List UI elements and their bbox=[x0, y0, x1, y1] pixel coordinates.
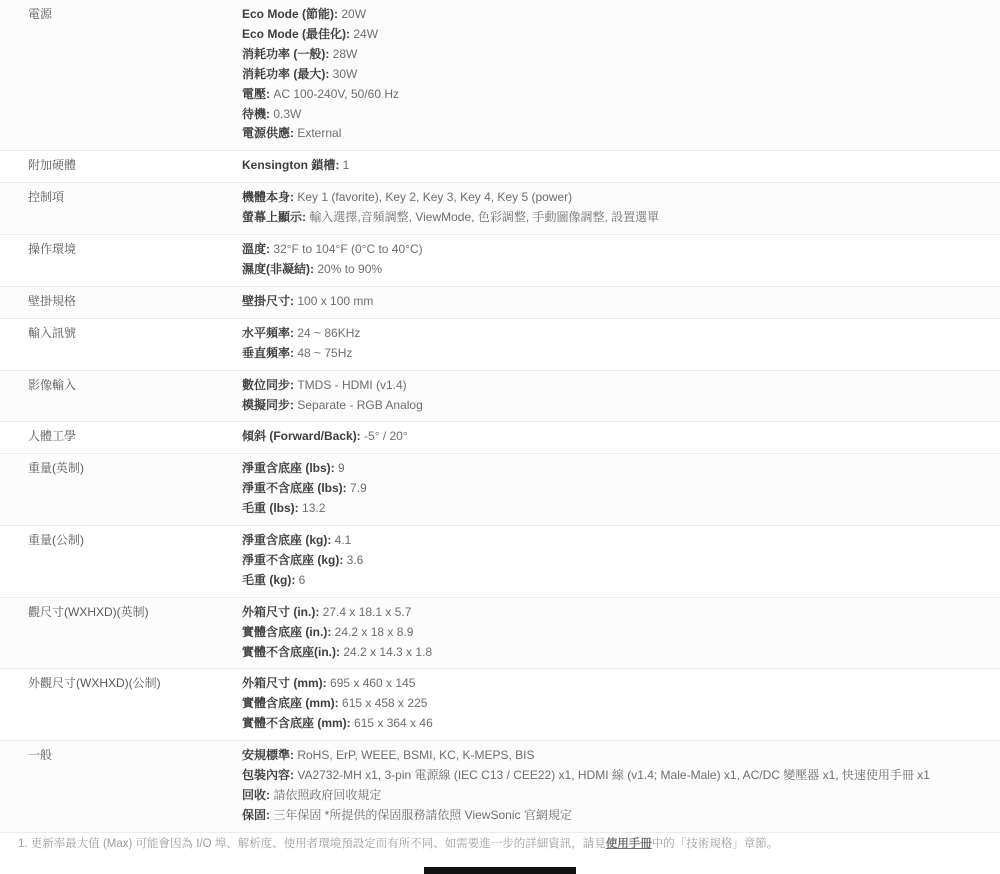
spec-row bbox=[0, 151, 1000, 183]
spec-value: 695 x 460 x 145 bbox=[330, 676, 416, 691]
spec-row bbox=[0, 598, 1000, 670]
spec-line bbox=[242, 124, 990, 144]
spec-value: 24W bbox=[353, 26, 379, 41]
spec-row-label: 控制項 bbox=[28, 190, 65, 205]
spec-row-label: 附加硬體 bbox=[28, 158, 77, 173]
spec-value: 30W bbox=[332, 66, 358, 81]
spec-line bbox=[242, 427, 990, 447]
spec-line bbox=[242, 5, 990, 25]
spec-line bbox=[242, 45, 990, 65]
spec-value: 20W bbox=[341, 7, 367, 21]
spec-line bbox=[242, 531, 990, 551]
spec-line bbox=[242, 479, 990, 499]
spec-key: 外箱尺寸 (mm): bbox=[242, 676, 327, 691]
spec-key: 垂直頻率: bbox=[242, 345, 294, 360]
spec-line bbox=[242, 551, 990, 571]
spec-key: 實體含底座 (mm): bbox=[242, 696, 339, 711]
spec-line bbox=[242, 344, 990, 364]
footnote-text-before: 1. 更新率最大值 (Max) 可能會因為 I/O 埠、解析度、使用者環境預設定而有所不同、如需要進一步的詳細資訊，請見 bbox=[18, 838, 606, 850]
spec-row bbox=[0, 526, 1000, 598]
spec-line bbox=[242, 571, 990, 591]
spec-line bbox=[242, 85, 990, 105]
footnote-text-after: 中的「技術規格」章節。 bbox=[651, 838, 779, 850]
spec-line bbox=[242, 459, 990, 479]
spec-row-label: 外觀尺寸(WXHXD)(公制) bbox=[28, 676, 161, 691]
spec-row-values bbox=[242, 746, 1000, 826]
spec-row-label: 觀尺寸(WXHXD)(英制) bbox=[28, 604, 149, 619]
spec-value: 7.9 bbox=[350, 481, 367, 496]
spec-row-values bbox=[242, 324, 1000, 364]
spec-value: 32°F to 104°F (0°C to 40°C) bbox=[273, 242, 423, 257]
spec-line bbox=[242, 806, 990, 826]
spec-line bbox=[242, 105, 990, 125]
spec-value: 615 x 458 x 225 bbox=[342, 696, 428, 711]
spec-value: 615 x 364 x 46 bbox=[354, 716, 433, 731]
spec-value: External bbox=[297, 126, 342, 141]
spec-value: 4.1 bbox=[334, 533, 352, 548]
bottom-cutoff-button[interactable] bbox=[424, 867, 576, 874]
spec-value: 48 ~ 75Hz bbox=[297, 345, 353, 360]
spec-row bbox=[0, 235, 1000, 287]
spec-value: 20% to 90% bbox=[317, 261, 383, 276]
spec-key: 包裝內容: bbox=[242, 768, 294, 783]
spec-key: 淨重不含底座 (lbs): bbox=[242, 481, 347, 496]
spec-row bbox=[0, 454, 1000, 526]
spec-key: 保固: bbox=[242, 807, 270, 822]
spec-row-label: 一般 bbox=[28, 748, 53, 763]
spec-row-values bbox=[242, 156, 1000, 176]
spec-row bbox=[0, 422, 1000, 454]
spec-value: 13.2 bbox=[302, 501, 326, 516]
spec-key: 壁掛尺寸: bbox=[242, 293, 294, 308]
spec-key: 淨重不含底座 (kg): bbox=[242, 552, 344, 567]
spec-value: 100 x 100 mm bbox=[297, 293, 374, 308]
user-manual-link[interactable]: 使用手冊 bbox=[605, 838, 652, 850]
spec-line bbox=[242, 396, 990, 416]
spec-key: 電源供應: bbox=[242, 126, 294, 141]
spec-value: 9 bbox=[338, 461, 345, 476]
spec-row-label: 重量(英制) bbox=[28, 461, 84, 476]
spec-line bbox=[242, 376, 990, 396]
spec-row-label: 操作環境 bbox=[28, 242, 77, 257]
spec-line bbox=[242, 260, 990, 280]
spec-value: 1 bbox=[342, 158, 350, 173]
spec-key: 毛重 (lbs): bbox=[242, 501, 299, 516]
spec-key: Eco Mode (節能): bbox=[242, 7, 338, 21]
spec-row-values bbox=[242, 459, 1000, 519]
spec-line bbox=[242, 643, 990, 663]
spec-row-values bbox=[242, 603, 1000, 663]
spec-line bbox=[242, 786, 990, 806]
spec-value: 28W bbox=[332, 46, 358, 61]
spec-key: 消耗功率 (一般): bbox=[242, 46, 330, 61]
spec-value: 0.3W bbox=[273, 106, 302, 121]
spec-value: VA2732-MH x1, 3-pin 電源線 (IEC C13 / CEE22) x1, HDMI 線 (v1.4; Male-Male) x1, AC/DC 變壓器 x1, 快速使用手冊 x1 bbox=[297, 768, 930, 783]
spec-value: 3.6 bbox=[346, 552, 364, 567]
spec-value: 24.2 x 18 x 8.9 bbox=[334, 624, 414, 639]
spec-row-label: 人體工學 bbox=[28, 429, 77, 444]
spec-line bbox=[242, 694, 990, 714]
spec-row-label: 重量(公制) bbox=[28, 533, 84, 548]
spec-key: 實體不含底座 (mm): bbox=[242, 716, 351, 731]
spec-key: 外箱尺寸 (in.): bbox=[242, 604, 320, 619]
spec-row-values bbox=[242, 427, 1000, 447]
spec-key: 待機: bbox=[242, 106, 270, 121]
spec-row-values bbox=[242, 188, 1000, 228]
spec-key: 毛重 (kg): bbox=[242, 572, 296, 587]
spec-key: 模擬同步: bbox=[242, 397, 294, 412]
spec-key: 螢幕上顯示: bbox=[242, 210, 306, 225]
spec-line bbox=[242, 603, 990, 623]
spec-key: 安規標準: bbox=[242, 748, 294, 763]
spec-key: 濕度(非凝結): bbox=[242, 261, 314, 276]
spec-row bbox=[0, 287, 1000, 319]
spec-line bbox=[242, 746, 990, 766]
spec-line bbox=[242, 292, 990, 312]
spec-line bbox=[242, 766, 990, 786]
spec-value: 三年保固 *所提供的保固服務請依照 ViewSonic 官網規定 bbox=[273, 807, 572, 822]
spec-row bbox=[0, 183, 1000, 235]
spec-line bbox=[242, 240, 990, 260]
footnote bbox=[18, 836, 978, 852]
spec-row bbox=[0, 741, 1000, 833]
spec-line bbox=[242, 65, 990, 85]
spec-key: 機體本身: bbox=[242, 190, 294, 205]
spec-value: 輸入選擇,音頻調整, ViewMode, 色彩調整, 手動圖像調整, 設置選單 bbox=[309, 210, 660, 225]
spec-key: 電壓: bbox=[242, 86, 270, 101]
spec-row bbox=[0, 0, 1000, 151]
spec-key: 實體含底座 (in.): bbox=[242, 624, 332, 639]
spec-line bbox=[242, 208, 990, 228]
spec-value: AC 100-240V, 50/60 Hz bbox=[273, 86, 399, 101]
spec-value: 24 ~ 86KHz bbox=[297, 325, 361, 340]
spec-key: 淨重含底座 (kg): bbox=[242, 533, 332, 548]
spec-value: 27.4 x 18.1 x 5.7 bbox=[322, 604, 412, 619]
spec-row-label: 影像輸入 bbox=[28, 377, 77, 392]
spec-key: 數位同步: bbox=[242, 377, 294, 392]
spec-row-values bbox=[242, 531, 1000, 591]
spec-row bbox=[0, 319, 1000, 371]
spec-row bbox=[0, 669, 1000, 741]
spec-line bbox=[242, 25, 990, 45]
spec-key: 水平頻率: bbox=[242, 325, 294, 340]
spec-line bbox=[242, 188, 990, 208]
spec-value: Separate - RGB Analog bbox=[297, 397, 423, 412]
spec-row-values bbox=[242, 292, 1000, 312]
spec-key: 回收: bbox=[242, 788, 270, 802]
spec-value: 6 bbox=[298, 572, 306, 587]
spec-line bbox=[242, 324, 990, 344]
spec-row-values bbox=[242, 5, 1000, 144]
spec-key: 淨重含底座 (lbs): bbox=[242, 461, 335, 476]
spec-key: Kensington 鎖槽: bbox=[242, 158, 340, 173]
spec-row-values bbox=[242, 674, 1000, 734]
spec-value: TMDS - HDMI (v1.4) bbox=[297, 377, 407, 392]
spec-line bbox=[242, 623, 990, 643]
spec-key: 實體不含底座(in.): bbox=[242, 644, 340, 659]
spec-value: -5° / 20° bbox=[364, 429, 408, 444]
spec-row-label: 電源 bbox=[28, 7, 53, 21]
spec-line bbox=[242, 156, 990, 176]
spec-value: 請依照政府回收規定 bbox=[273, 788, 382, 802]
spec-line bbox=[242, 499, 990, 519]
spec-row-label: 輸入訊號 bbox=[28, 325, 77, 340]
spec-key: 消耗功率 (最大): bbox=[242, 66, 330, 81]
spec-value: 24.2 x 14.3 x 1.8 bbox=[343, 644, 433, 659]
spec-key: 溫度: bbox=[242, 242, 270, 257]
spec-line bbox=[242, 714, 990, 734]
spec-key: 傾斜 (Forward/Back): bbox=[242, 429, 361, 444]
spec-key: Eco Mode (最佳化): bbox=[242, 26, 350, 41]
spec-row-values bbox=[242, 240, 1000, 280]
spec-row-values bbox=[242, 376, 1000, 416]
spec-line bbox=[242, 674, 990, 694]
spec-row-label: 壁掛規格 bbox=[28, 293, 77, 308]
spec-row bbox=[0, 371, 1000, 423]
spec-value: Key 1 (favorite), Key 2, Key 3, Key 4, Key 5 (power) bbox=[297, 190, 573, 205]
spec-value: RoHS, ErP, WEEE, BSMI, KC, K-MEPS, BIS bbox=[297, 748, 535, 763]
